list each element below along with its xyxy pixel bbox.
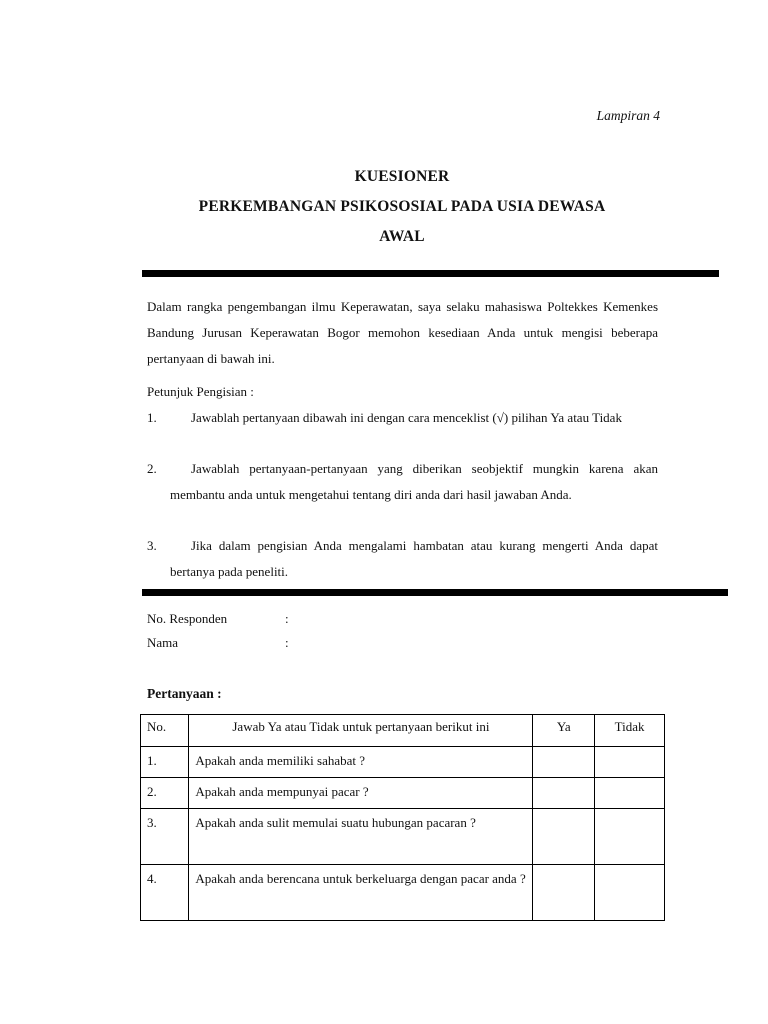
table-row	[141, 778, 665, 809]
name-label: Nama	[147, 635, 179, 650]
title-line-2: PERKEMBANGAN PSIKOSOSIAL PADA USIA DEWASA	[198, 198, 606, 215]
header-ya: Ya	[533, 715, 595, 747]
instruction-text: Jawablah pertanyaan-pertanyaan yang diberikan seobjektif mungkin karena akan membantu anda untuk mengetahui tentang diri anda dari hasil jawaban Anda.	[170, 461, 658, 502]
instruction-text: Jawablah pertanyaan dibawah ini dengan cara menceklist (√) pilihan Ya atau Tidak	[191, 410, 622, 425]
row-number: 4.	[141, 865, 189, 921]
tidak-checkbox-cell[interactable]	[595, 809, 665, 865]
instruction-text: Jika dalam pengisian Anda mengalami hambatan atau kurang mengerti Anda dapat bertanya pada peneliti.	[170, 538, 658, 579]
questions-table	[140, 714, 665, 921]
tidak-checkbox-cell[interactable]	[595, 865, 665, 921]
row-number: 3.	[141, 809, 189, 865]
title-line-3: AWAL	[379, 228, 425, 245]
row-number: 1.	[141, 747, 189, 778]
intro-paragraph: Dalam rangka pengembangan ilmu Keperawatan, saya selaku mahasiswa Poltekkes Kemenkes Bandung Jurusan Keperawatan Bogor memohon kesediaan Anda untuk mengisi beberapa pertanyaan di bawah ini.	[147, 299, 658, 366]
respondent-number-label: No. Responden	[147, 611, 228, 626]
row-number: 2.	[141, 778, 189, 809]
row-question: Apakah anda berencana untuk berkeluarga dengan pacar anda ?	[189, 865, 533, 921]
ya-checkbox-cell[interactable]	[533, 865, 595, 921]
row-question: Apakah anda sulit memulai suatu hubungan pacaran ?	[189, 809, 533, 865]
respondent-number-colon: :	[285, 611, 289, 626]
questions-title: Pertanyaan :	[147, 686, 222, 701]
instruction-item	[147, 405, 658, 431]
instruction-number: 1.	[147, 410, 157, 425]
respondent-number-field[interactable]	[147, 611, 307, 627]
tidak-checkbox-cell[interactable]	[595, 747, 665, 778]
table-row	[141, 865, 665, 921]
header-no: No.	[141, 715, 189, 747]
name-colon: :	[285, 635, 289, 650]
top-divider	[142, 270, 719, 277]
ya-checkbox-cell[interactable]	[533, 809, 595, 865]
instruction-item	[147, 533, 658, 584]
ya-checkbox-cell[interactable]	[533, 747, 595, 778]
instruction-number: 2.	[147, 461, 157, 476]
ya-checkbox-cell[interactable]	[533, 778, 595, 809]
middle-divider	[142, 589, 728, 596]
row-question: Apakah anda memiliki sahabat ?	[189, 747, 533, 778]
instructions-title: Petunjuk Pengisian :	[147, 384, 254, 399]
table-header-row	[141, 715, 665, 747]
row-question: Apakah anda mempunyai pacar ?	[189, 778, 533, 809]
table-row	[141, 747, 665, 778]
instruction-number: 3.	[147, 538, 157, 553]
name-field[interactable]	[147, 635, 307, 651]
title-line-1: KUESIONER	[354, 168, 450, 185]
appendix-label: Lampiran 4	[596, 108, 660, 123]
instruction-item	[147, 456, 658, 507]
tidak-checkbox-cell[interactable]	[595, 778, 665, 809]
table-row	[141, 809, 665, 865]
header-question: Jawab Ya atau Tidak untuk pertanyaan berikut ini	[189, 715, 533, 747]
header-tidak: Tidak	[595, 715, 665, 747]
